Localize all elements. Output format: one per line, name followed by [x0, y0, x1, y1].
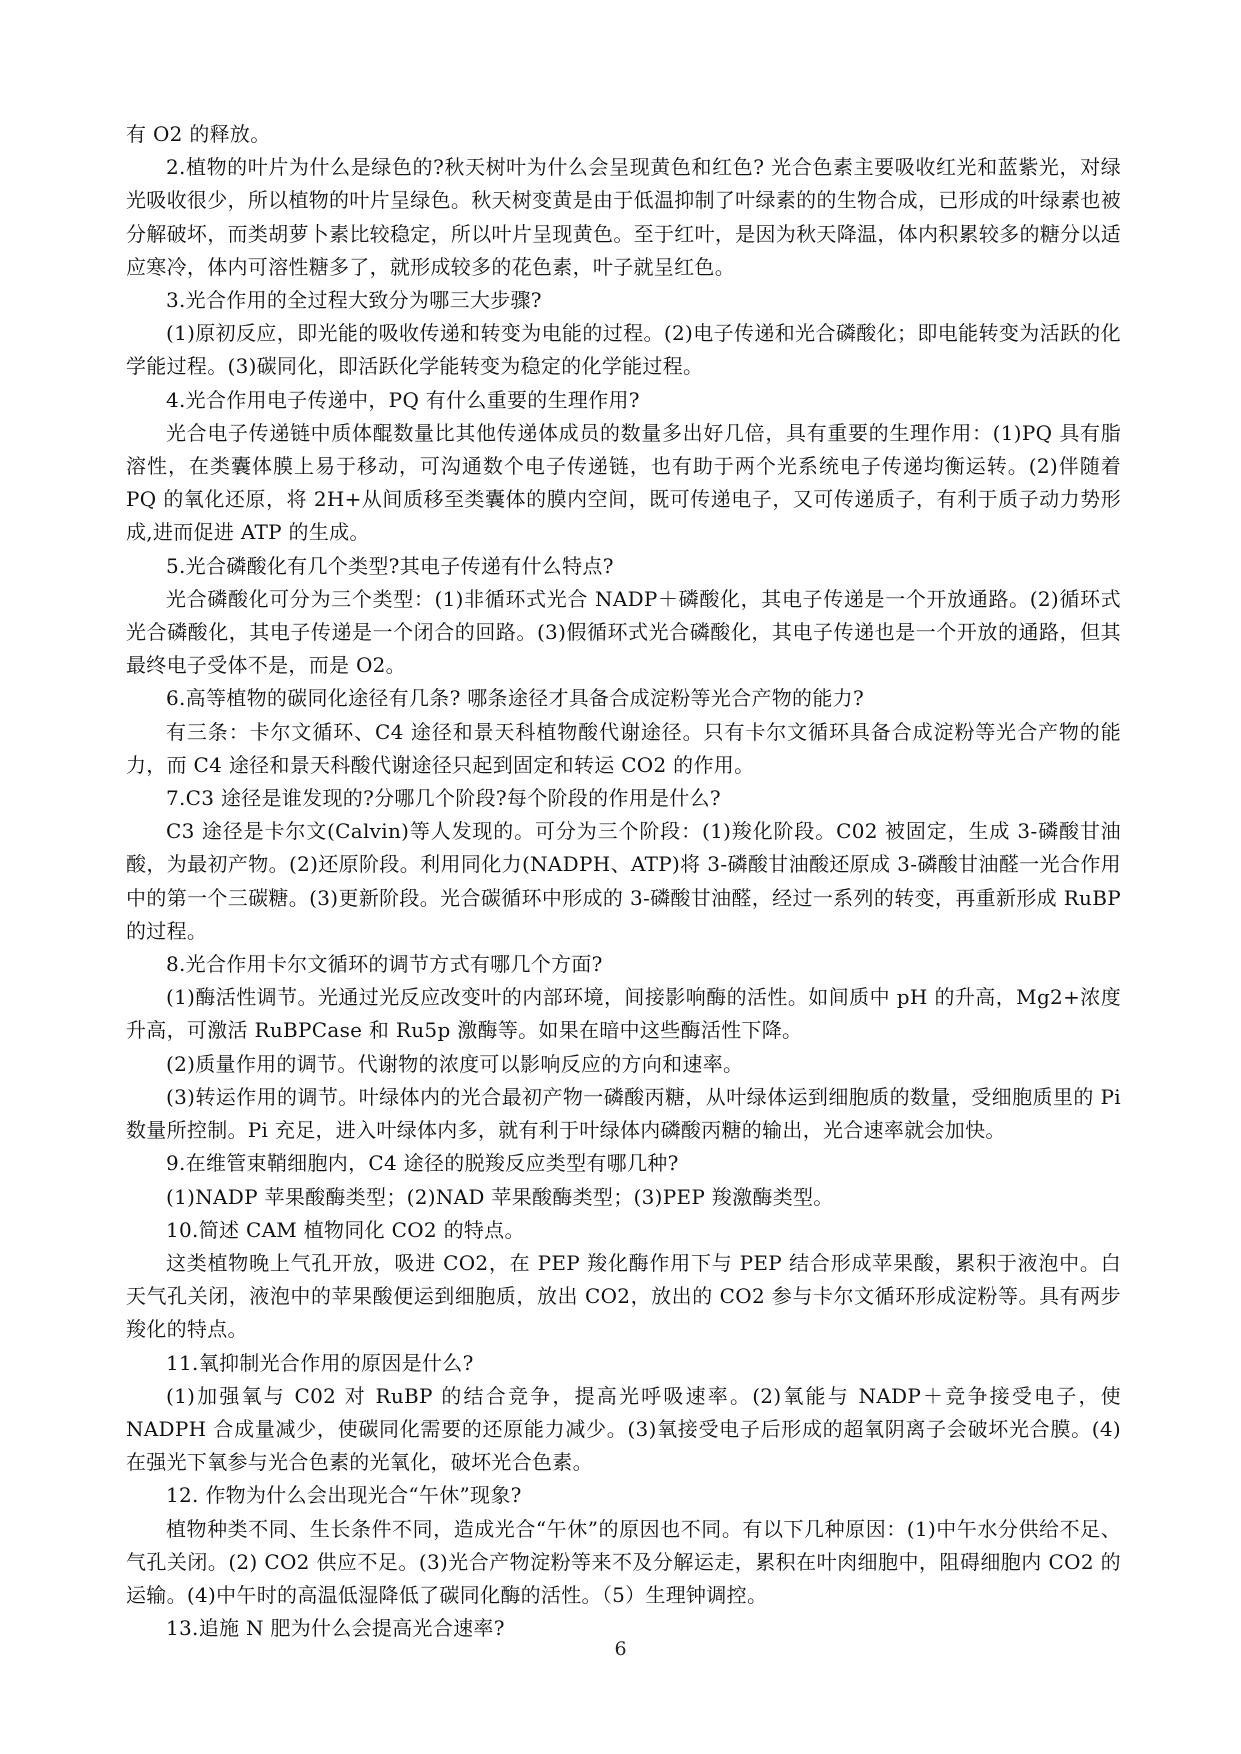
answer-8-1: (1)酶活性调节。光通过光反应改变叶的内部环境，间接影响酶的活性。如间质中 pH 的升高，Mg2+浓度升高，可激活 RuBPCase 和 Ru5p 激酶等。如果在暗中这些酶活性下降。: [126, 985, 1121, 1043]
answer-8-3: (3)转运作用的调节。叶绿体内的光合最初产物一磷酸丙糖，从叶绿体运到细胞质的数量，受细胞质里的 Pi 数量所控制。Pi 充足，进入叶绿体内多，就有利于叶绿体内磷酸丙糖的输出，光合速率就会加快。: [126, 1084, 1121, 1143]
question-5: 5.光合磷酸化有几个类型?其电子传递有什么特点?: [166, 553, 614, 578]
question-10: 10.简述 CAM 植物同化 CO2 的特点。: [166, 1217, 525, 1242]
question-7: 7.C3 途径是谁发现的?分哪几个阶段?每个阶段的作用是什么?: [166, 786, 721, 811]
paragraph-continuation: 有 O2 的释放。: [126, 122, 271, 146]
answer-12: 植物种类不同、生长条件不同，造成光合“午休”的原因也不同。有以下几种原因：(1)中午水分供给不足、气孔关闭。(2) CO2 供应不足。(3)光合产物淀粉等来不及分解运走，累积在叶肉细胞中，阻碍细胞内 CO2 的运输。(4)中午时的高温低湿降低了碳同化酶的活性。（5）生理钟调控。: [126, 1516, 1121, 1607]
document-page: [126, 118, 1121, 1641]
answer-8-2: (2)质量作用的调节。代谢物的浓度可以影响反应的方向和速率。: [166, 1051, 744, 1076]
answer-4: 光合电子传递链中质体醌数量比其他传递体成员的数量多出好几倍，具有重要的生理作用：(1)PQ 具有脂溶性，在类囊体膜上易于移动，可沟通数个电子传递链，也有助于两个光系统电子传递均衡运转。(2)伴随着 PQ 的氧化还原，将 2H+从间质移至类囊体的膜内空间，既可传递电子，又可传递质子，有利于质子动力势形成,进而促进 ATP 的生成。: [126, 420, 1121, 545]
answer-7: C3 途径是卡尔文(Calvin)等人发现的。可分为三个阶段：(1)羧化阶段。C02 被固定，生成 3-磷酸甘油酸，为最初产物。(2)还原阶段。利用同化力(NADPH、ATP)将 3-磷酸甘油酸还原成 3-磷酸甘油醛一光合作用中的第一个三碳糖。(3)更新阶段。光合碳循环中形成的 3-磷酸甘油醛，经过一系列的转变，再重新形成 RuBP 的过程。: [126, 819, 1121, 943]
answer-10: 这类植物晚上气孔开放，吸进 CO2，在 PEP 羧化酶作用下与 PEP 结合形成苹果酸，累积于液泡中。白天气孔关闭，液泡中的苹果酸便运到细胞质，放出 CO2，放出的 CO2 参与卡尔文循环形成淀粉等。具有两步羧化的特点。: [126, 1250, 1121, 1342]
answer-9: (1)NADP 苹果酸酶类型；(2)NAD 苹果酸酶类型；(3)PEP 羧激酶类型。: [166, 1184, 834, 1209]
question-13: 13.追施 N 肥为什么会提高光合速率?: [166, 1616, 505, 1641]
question-6: 6.高等植物的碳同化途径有几条? 哪条途径才具备合成淀粉等光合产物的能力?: [166, 686, 864, 711]
answer-3: (1)原初反应，即光能的吸收传递和转变为电能的过程。(2)电子传递和光合磷酸化；即电能转变为活跃的化学能过程。(3)碳同化，即活跃化学能转变为稳定的化学能过程。: [126, 321, 1121, 379]
question-12: 12. 作物为什么会出现光合“午休”现象?: [166, 1483, 522, 1508]
question-9: 9.在维管束鞘细胞内，C4 途径的脱羧反应类型有哪几种?: [166, 1151, 679, 1176]
answer-11: (1)加强氧与 C02 对 RuBP 的结合竞争，提高光呼吸速率。(2)氧能与 NADP＋竞争接受电子，使 NADPH 合成量减少，使碳同化需要的还原能力减少。(3)氧接受电子后形成的超氧阴离子会破坏光合膜。(4)在强光下氧参与光合色素的光氧化，破坏光合色素。: [126, 1383, 1121, 1475]
question-4: 4.光合作用电子传递中，PQ 有什么重要的生理作用?: [166, 387, 640, 412]
question-11: 11.氧抑制光合作用的原因是什么?: [166, 1350, 474, 1375]
answer-6: 有三条：卡尔文循环、C4 途径和景天科植物酸代谢途径。只有卡尔文循环具备合成淀粉等光合产物的能力，而 C4 途径和景天科酸代谢途径只起到固定和转运 CO2 的作用。: [126, 719, 1121, 777]
question-3: 3.光合作用的全过程大致分为哪三大步骤?: [166, 288, 542, 313]
question-8: 8.光合作用卡尔文循环的调节方式有哪几个方面?: [166, 952, 603, 977]
question-2: 2.植物的叶片为什么是绿色的?秋天树叶为什么会呈现黄色和红色? 光合色素主要吸收红光和蓝紫光，对绿光吸收很少，所以植物的叶片呈绿色。秋天树变黄是由于低温抑制了叶绿素的的生物合成，已形成的叶绿素也被分解破坏，而类胡萝卜素比较稳定，所以叶片呈现黄色。至于红叶，是因为秋天降温，体内积累较多的糖分以适应寒冷，体内可溶性糖多了，就形成较多的花色素，叶子就呈红色。: [126, 155, 1121, 279]
answer-5: 光合磷酸化可分为三个类型：(1)非循环式光合 NADP＋磷酸化，其电子传递是一个开放通路。(2)循环式光合磷酸化，其电子传递是一个闭合的回路。(3)假循环式光合磷酸化，其电子传递也是一个开放的通路，但其最终电子受体不是，而是 O2。: [126, 586, 1121, 678]
page-number: 6: [614, 1638, 627, 1660]
